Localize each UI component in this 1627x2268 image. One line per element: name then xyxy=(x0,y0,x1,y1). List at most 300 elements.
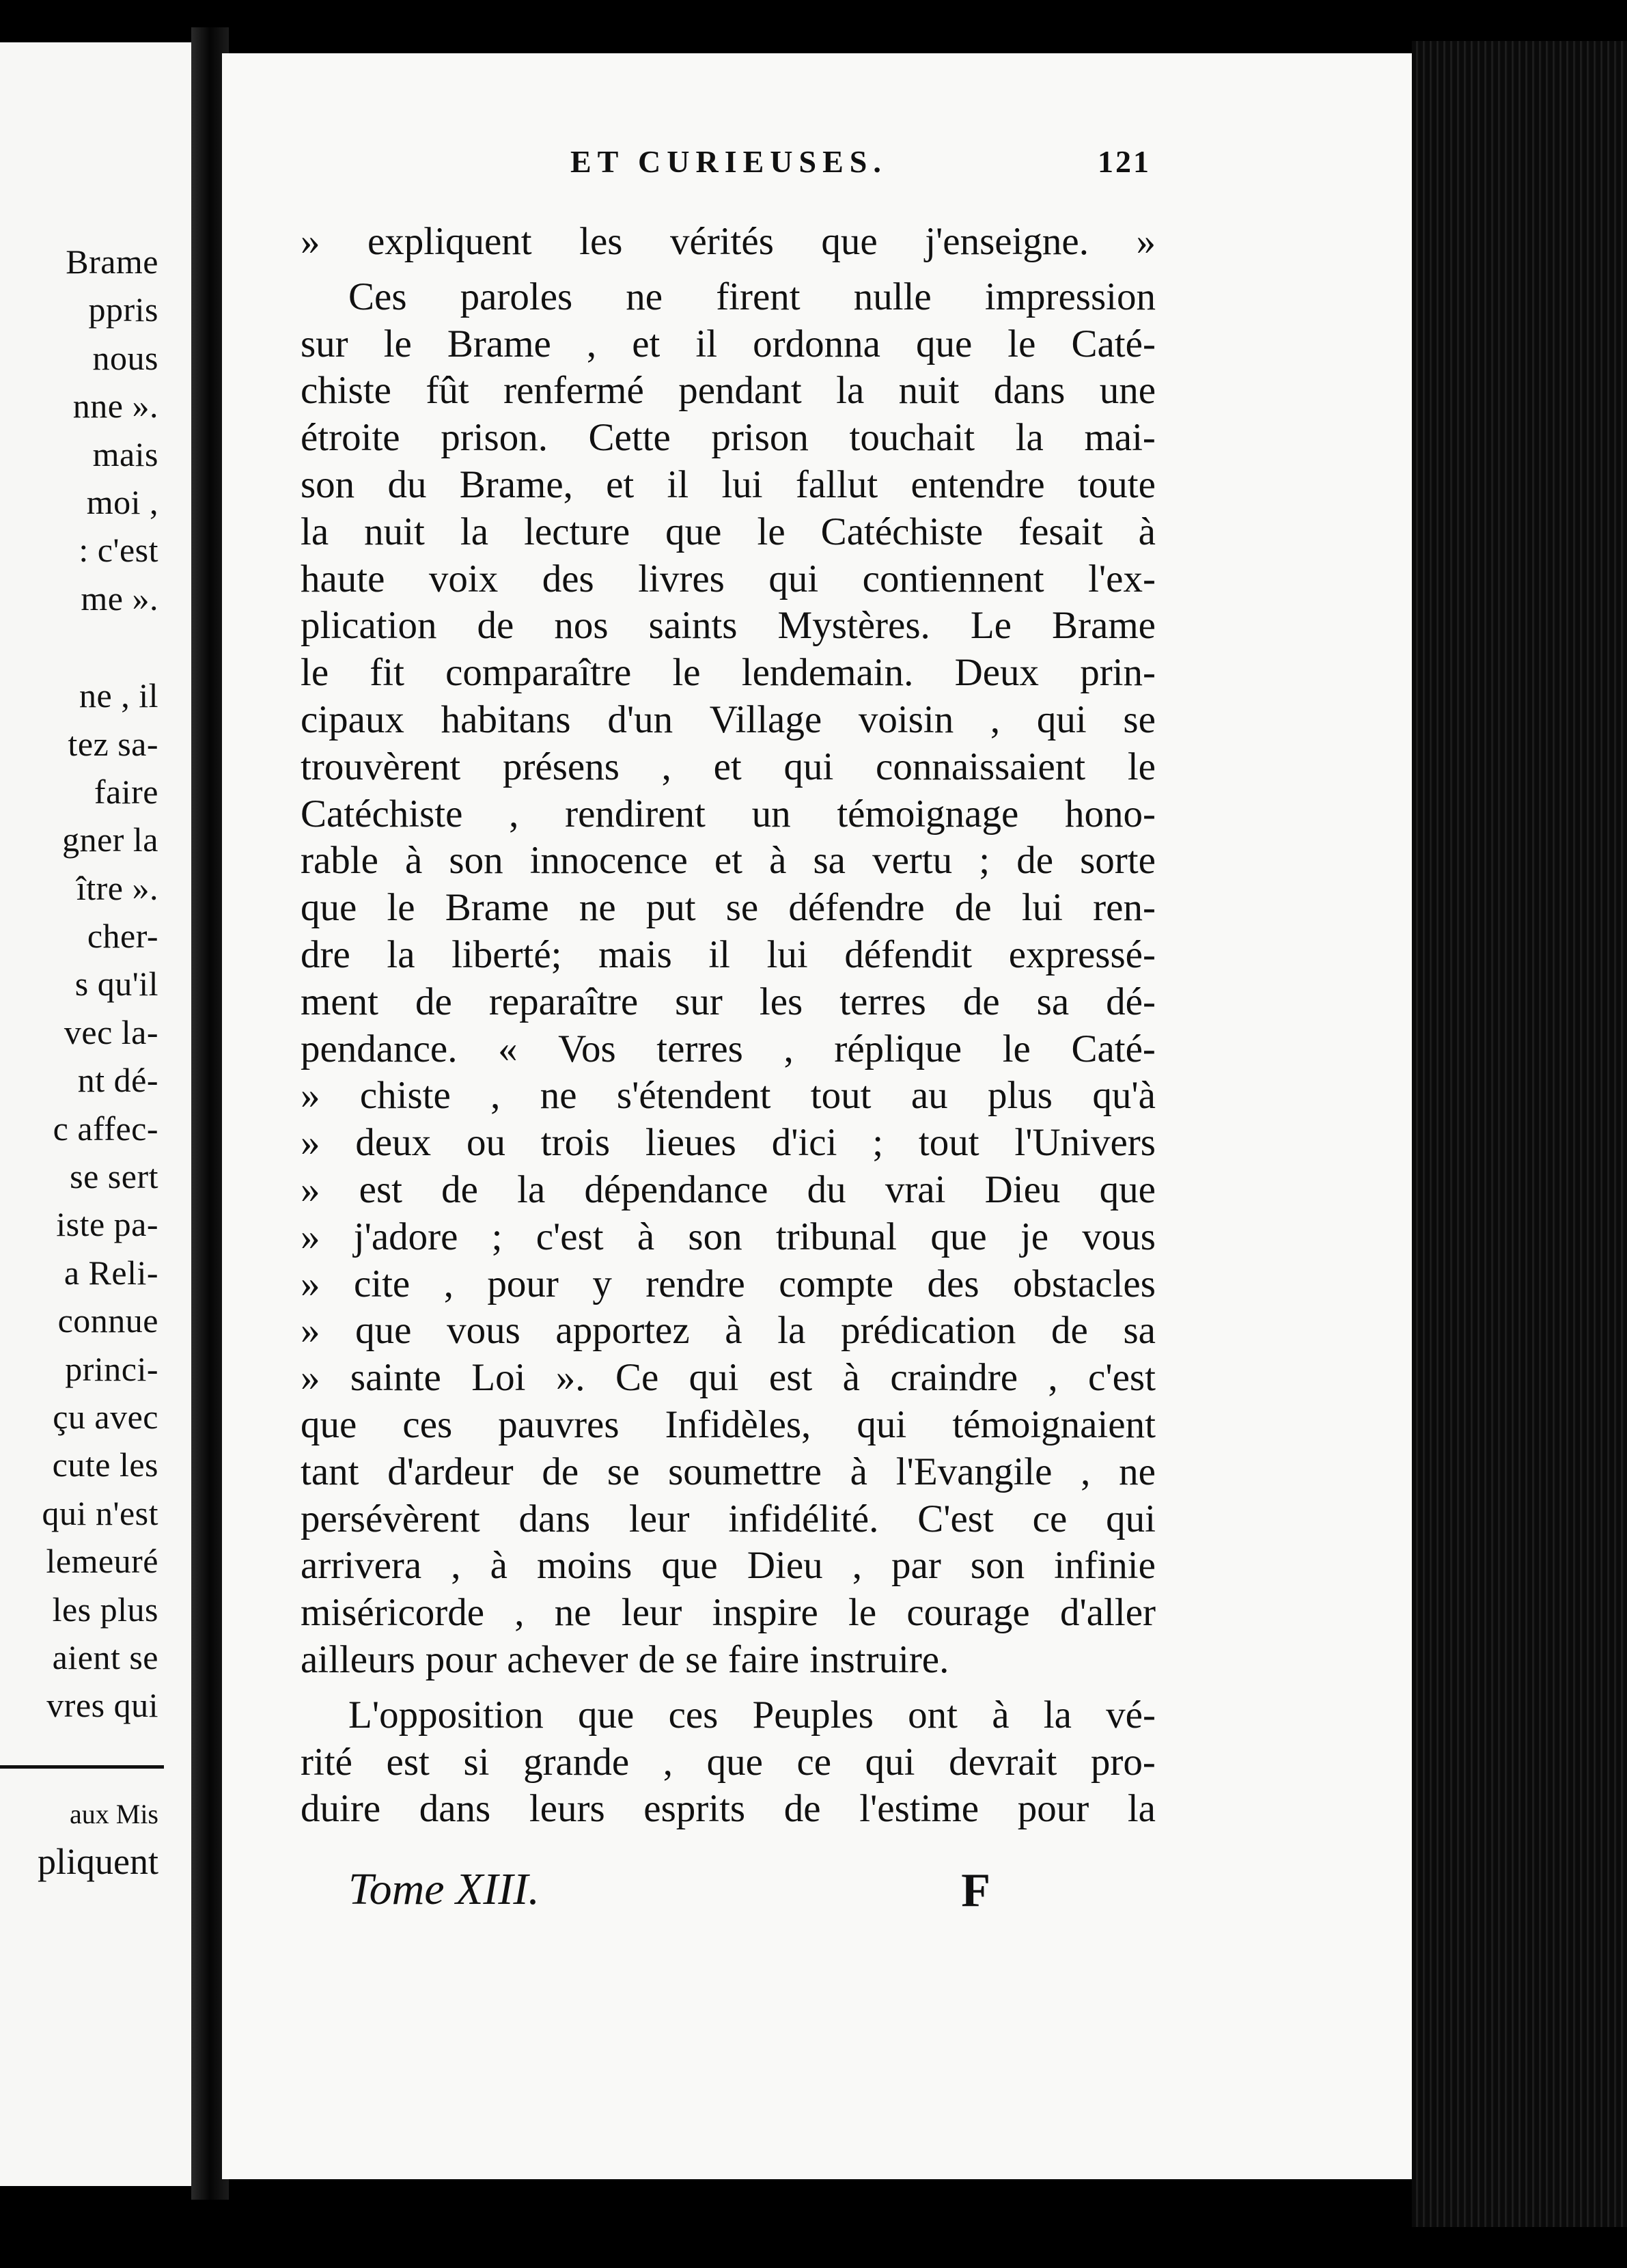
word: toute xyxy=(1077,462,1156,506)
word: que xyxy=(1099,1167,1156,1211)
left-page xyxy=(0,42,191,2186)
word: d'ici xyxy=(771,1121,837,1165)
word: à xyxy=(1138,510,1156,553)
left-text-line: nous xyxy=(92,338,158,377)
word: ne xyxy=(554,1591,592,1635)
left-text-line: lemeuré xyxy=(46,1542,158,1581)
word: de xyxy=(1051,1309,1088,1353)
left-text-line: nt dé- xyxy=(77,1061,158,1100)
signature-letter: F xyxy=(961,1864,990,1917)
running-head xyxy=(297,143,1151,191)
word: à xyxy=(490,1544,507,1588)
word: Brame xyxy=(1052,604,1156,648)
word: j'adore xyxy=(353,1215,458,1258)
word: rendirent xyxy=(565,792,706,835)
word: chiste xyxy=(301,369,391,413)
word: infinie xyxy=(1054,1544,1156,1588)
left-text-line: mais xyxy=(92,434,158,473)
word: la xyxy=(460,510,489,553)
word: se xyxy=(607,1450,640,1493)
left-text-line: faire xyxy=(94,772,158,811)
word: l'Univers xyxy=(1014,1121,1156,1165)
word: vertu xyxy=(872,839,953,883)
left-text-line: moi , xyxy=(86,482,158,521)
word: prin- xyxy=(1080,651,1156,695)
text-line xyxy=(301,274,1156,321)
word: ailleurs xyxy=(301,1637,415,1681)
word: leur xyxy=(628,1497,690,1540)
word: Brame xyxy=(447,322,551,365)
text-line xyxy=(301,650,1156,697)
word: habitans xyxy=(441,697,571,741)
word: à xyxy=(405,839,423,883)
word: ». xyxy=(555,1356,585,1400)
word: expliquent xyxy=(367,220,532,263)
word: » xyxy=(1136,220,1156,263)
word: de xyxy=(415,980,452,1023)
word: ces xyxy=(402,1402,453,1446)
word: que xyxy=(930,1215,987,1258)
word: voix xyxy=(428,557,499,600)
left-footnote-continuation: pliquent xyxy=(38,1841,158,1882)
word: pour xyxy=(487,1262,559,1305)
word: courage xyxy=(906,1591,1030,1635)
word: son xyxy=(301,462,355,506)
page-edges xyxy=(1412,41,1627,2227)
word: » xyxy=(301,1074,320,1118)
word: » xyxy=(301,1121,320,1165)
word: ne xyxy=(626,275,663,318)
word: , xyxy=(586,322,597,365)
word: sainte xyxy=(350,1356,441,1400)
word: Loi xyxy=(471,1356,526,1400)
word: le xyxy=(757,510,785,553)
word: tant xyxy=(301,1450,359,1493)
word: nuit xyxy=(364,510,425,553)
text-line xyxy=(301,1496,1156,1543)
word: le xyxy=(383,322,412,365)
word: , xyxy=(661,745,671,788)
word: reparaître xyxy=(488,980,639,1023)
word: dé- xyxy=(1106,980,1156,1023)
word: l'Evangile xyxy=(895,1450,1053,1493)
paragraph-gap xyxy=(0,622,158,672)
word: sur xyxy=(301,322,348,365)
word: lieues xyxy=(645,1121,736,1165)
word: L'opposition xyxy=(348,1693,544,1737)
text-line xyxy=(301,1167,1156,1214)
word: dre xyxy=(301,932,350,976)
body-text xyxy=(301,219,1156,1833)
word: miséricorde xyxy=(301,1591,485,1635)
word: lui xyxy=(721,462,763,506)
word: fût xyxy=(426,369,469,413)
word: Dieu xyxy=(984,1167,1061,1211)
word: que xyxy=(706,1740,763,1784)
word: de xyxy=(638,1637,676,1681)
word: » xyxy=(301,1167,320,1211)
word: à xyxy=(637,1215,655,1258)
word: prison. xyxy=(441,416,548,460)
word: Le xyxy=(970,604,1012,648)
word: ne xyxy=(1119,1450,1156,1493)
word: esprits xyxy=(643,1787,746,1831)
word: hono- xyxy=(1065,792,1156,835)
word: entendre xyxy=(910,462,1045,506)
word: si xyxy=(463,1740,490,1784)
word: qui xyxy=(768,557,819,600)
word: je xyxy=(1020,1215,1049,1258)
word: paroles xyxy=(460,275,573,318)
word: sa xyxy=(1123,1309,1156,1353)
word: de xyxy=(477,604,514,648)
left-text-line: les plus xyxy=(52,1590,158,1629)
word: dans xyxy=(993,369,1066,413)
word: que xyxy=(665,510,722,553)
word: cipaux xyxy=(301,697,404,741)
word: pendant xyxy=(678,369,802,413)
word: Caté- xyxy=(1071,322,1156,365)
word: » xyxy=(301,220,320,263)
word: Brame xyxy=(445,886,549,930)
word: liberté; xyxy=(451,932,562,976)
left-text-line: çu avec xyxy=(53,1397,158,1436)
word: instruire. xyxy=(809,1637,949,1681)
page-number: 121 xyxy=(1098,144,1151,179)
word: lui xyxy=(1021,886,1063,930)
word: de xyxy=(962,980,1000,1023)
word: Infidèles, xyxy=(665,1402,811,1446)
word: de xyxy=(542,1450,579,1493)
word: s'étendent xyxy=(616,1074,771,1118)
text-line xyxy=(301,556,1156,603)
word: » xyxy=(301,1309,320,1353)
word: trouvèrent xyxy=(301,745,461,788)
word: , xyxy=(663,1740,673,1784)
word: et xyxy=(714,839,742,883)
word: une xyxy=(1099,369,1156,413)
word: et xyxy=(632,322,660,365)
word: dans xyxy=(518,1497,591,1540)
text-line xyxy=(301,1449,1156,1496)
word: chiste xyxy=(359,1074,451,1118)
word: plication xyxy=(301,604,437,648)
word: Vos xyxy=(558,1027,616,1070)
text-line xyxy=(301,1590,1156,1637)
word: à xyxy=(842,1356,860,1400)
word: et xyxy=(713,745,742,788)
word: Ces xyxy=(348,275,407,318)
word: impression xyxy=(984,275,1156,318)
word: la xyxy=(836,369,865,413)
left-text-line: vec la- xyxy=(64,1012,158,1051)
text-line xyxy=(301,368,1156,415)
word: témoignage xyxy=(837,792,1019,835)
word: C'est xyxy=(917,1497,994,1540)
left-text-line: se sert xyxy=(70,1157,158,1196)
word: que xyxy=(355,1309,412,1353)
word: la xyxy=(1043,1693,1072,1737)
text-line xyxy=(301,932,1156,979)
word: sur xyxy=(675,980,723,1023)
word: la xyxy=(517,1167,546,1211)
word: fallut xyxy=(795,462,878,506)
word: sa xyxy=(1036,980,1070,1023)
word: pour xyxy=(1017,1787,1089,1831)
word: d'aller xyxy=(1059,1591,1156,1635)
word: c'est xyxy=(1088,1356,1156,1400)
word: les xyxy=(579,220,623,263)
word: , xyxy=(509,792,519,835)
left-text-line: cute les xyxy=(52,1446,158,1484)
word: , xyxy=(852,1544,862,1588)
word: voisin xyxy=(858,697,954,741)
word: Deux xyxy=(954,651,1040,695)
text-line xyxy=(301,1214,1156,1261)
word: l'estime xyxy=(859,1787,979,1831)
left-text-line: ppris xyxy=(88,290,158,329)
left-text-line: princi- xyxy=(65,1349,158,1388)
word: un xyxy=(751,792,791,835)
word: craindre xyxy=(890,1356,1018,1400)
text-line xyxy=(301,1026,1156,1073)
word: la xyxy=(777,1309,806,1353)
word: compte xyxy=(779,1262,894,1305)
word: son xyxy=(970,1544,1025,1588)
text-line xyxy=(301,462,1156,509)
text-line xyxy=(301,509,1156,556)
word: , xyxy=(514,1591,525,1635)
word: comparaître xyxy=(445,651,632,695)
paragraph-gap xyxy=(301,266,1156,274)
word: défendre xyxy=(788,886,925,930)
word: le xyxy=(1007,322,1036,365)
left-text-line: c affec- xyxy=(53,1109,158,1148)
word: que xyxy=(915,322,973,365)
word: son xyxy=(688,1215,742,1258)
word: son xyxy=(449,839,503,883)
word: défendit xyxy=(844,932,973,976)
word: mais xyxy=(598,932,672,976)
footnote-rule xyxy=(0,1765,164,1769)
text-line xyxy=(301,1073,1156,1120)
left-text-line: vres qui xyxy=(46,1686,158,1725)
word: cite xyxy=(353,1262,411,1305)
word: grande xyxy=(523,1740,630,1784)
word: connaissaient xyxy=(876,745,1086,788)
word: » xyxy=(301,1262,320,1305)
text-line xyxy=(301,979,1156,1026)
word: est xyxy=(386,1740,430,1784)
word: des xyxy=(542,557,594,600)
word: trois xyxy=(540,1121,611,1165)
word: touchait xyxy=(849,416,975,460)
word: Catéchiste xyxy=(820,510,984,553)
word: rité xyxy=(301,1740,352,1784)
word: qui xyxy=(1106,1497,1156,1540)
word: du xyxy=(387,462,427,506)
word: tribunal xyxy=(775,1215,898,1258)
word: le xyxy=(848,1591,877,1635)
word: prédication xyxy=(841,1309,1016,1353)
word: qui xyxy=(783,745,834,788)
word: ne xyxy=(540,1074,577,1118)
text-line xyxy=(301,885,1156,932)
word: Catéchiste xyxy=(301,792,463,835)
word: ordonna xyxy=(753,322,880,365)
word: ces xyxy=(668,1693,719,1737)
word: renfermé xyxy=(503,369,644,413)
left-text-line: a Reli- xyxy=(64,1253,158,1292)
word: sorte xyxy=(1080,839,1156,883)
word: qui xyxy=(689,1356,739,1400)
word: innocence xyxy=(529,839,688,883)
word: haute xyxy=(301,557,385,600)
word: livres xyxy=(638,557,725,600)
word: , xyxy=(1081,1450,1091,1493)
word: d'ardeur xyxy=(387,1450,514,1493)
left-text-line: Brame xyxy=(66,243,158,281)
left-text-line: ne , il xyxy=(79,676,158,715)
word: obstacles xyxy=(1012,1262,1156,1305)
word: tout xyxy=(918,1121,979,1165)
left-text-line: tez sa- xyxy=(68,724,158,763)
word: terres xyxy=(839,980,926,1023)
word: par xyxy=(891,1544,941,1588)
left-text-line: connue xyxy=(57,1301,158,1340)
word: dépendance xyxy=(584,1167,768,1211)
word: que xyxy=(821,220,878,263)
word: ; xyxy=(979,839,990,883)
word: tout xyxy=(810,1074,872,1118)
word: la xyxy=(387,932,415,976)
word: rendre xyxy=(645,1262,745,1305)
paragraph-gap xyxy=(301,1684,1156,1692)
word: est xyxy=(768,1356,813,1400)
volume-mark: Tome XIII. xyxy=(348,1864,540,1914)
word: qui xyxy=(1036,697,1087,741)
word: persévèrent xyxy=(301,1497,480,1540)
word: , xyxy=(1048,1356,1058,1400)
word: Dieu xyxy=(747,1544,823,1588)
left-text-line: cher- xyxy=(87,917,158,956)
word: leur xyxy=(621,1591,682,1635)
word: de xyxy=(954,886,992,930)
word: présens xyxy=(502,745,620,788)
word: qu'à xyxy=(1092,1074,1156,1118)
word: Caté- xyxy=(1071,1027,1156,1070)
text-line xyxy=(301,1120,1156,1167)
text-line xyxy=(301,1692,1156,1739)
word: ; xyxy=(491,1215,503,1258)
word: leurs xyxy=(529,1787,605,1831)
word: est xyxy=(359,1167,402,1211)
word: lui xyxy=(766,932,808,976)
word: ren- xyxy=(1093,886,1156,930)
word: vé- xyxy=(1106,1693,1156,1737)
word: devrait xyxy=(949,1740,1057,1784)
word: Cette xyxy=(588,416,671,460)
word: que xyxy=(661,1544,718,1588)
text-line xyxy=(301,1543,1156,1590)
word: ce xyxy=(796,1740,832,1784)
word: de xyxy=(1016,839,1054,883)
word: à xyxy=(769,839,787,883)
word: Brame, xyxy=(459,462,573,506)
word: de xyxy=(441,1167,478,1211)
word: duire xyxy=(301,1787,381,1831)
left-text-line: gner la xyxy=(62,820,158,859)
word: la xyxy=(301,510,329,553)
word: lendemain. xyxy=(741,651,914,695)
text-line xyxy=(301,791,1156,838)
word: ment xyxy=(301,980,378,1023)
text-line xyxy=(301,1402,1156,1449)
word: pendance. xyxy=(301,1027,458,1070)
word: , xyxy=(443,1262,454,1305)
word: saints xyxy=(648,604,738,648)
word: inspire xyxy=(712,1591,818,1635)
word: se xyxy=(725,886,759,930)
word: y xyxy=(592,1262,612,1305)
word: à xyxy=(992,1693,1010,1737)
page-footer xyxy=(348,1864,990,1925)
word: qui xyxy=(865,1740,915,1784)
left-footnote: aux Mis xyxy=(70,1799,158,1829)
text-line xyxy=(301,321,1156,368)
text-line xyxy=(301,744,1156,791)
word: du xyxy=(807,1167,846,1211)
word: la xyxy=(1127,1787,1156,1831)
word: sa xyxy=(813,839,846,883)
text-line xyxy=(301,838,1156,885)
text-line xyxy=(301,1739,1156,1786)
text-line xyxy=(301,415,1156,462)
word: il xyxy=(667,462,689,506)
word: la xyxy=(1015,416,1044,460)
word: étroite xyxy=(301,416,400,460)
word: réplique xyxy=(834,1027,962,1070)
word: deux xyxy=(355,1121,432,1165)
word: , xyxy=(783,1027,794,1070)
word: que xyxy=(578,1693,635,1737)
word: vérités xyxy=(669,220,774,263)
word: il xyxy=(695,322,718,365)
word: le xyxy=(672,651,701,695)
word: à xyxy=(850,1450,867,1493)
word: à xyxy=(725,1309,742,1353)
word: de xyxy=(783,1787,821,1831)
word: et xyxy=(606,462,635,506)
left-text-line: iste pa- xyxy=(56,1205,158,1244)
left-text-line: ître ». xyxy=(76,868,158,907)
word: contiennent xyxy=(862,557,1044,600)
word: se xyxy=(685,1637,718,1681)
word: pour xyxy=(425,1637,497,1681)
word: vrai xyxy=(885,1167,946,1211)
word: le xyxy=(387,886,415,930)
text-line xyxy=(301,1355,1156,1402)
word: nuit xyxy=(898,369,960,413)
word: mai- xyxy=(1084,416,1156,460)
text-line xyxy=(301,603,1156,650)
word: prison xyxy=(711,416,809,460)
word: il xyxy=(708,932,731,976)
word: terres xyxy=(656,1027,743,1070)
word: témoignaient xyxy=(952,1402,1156,1446)
left-text-line: : c'est xyxy=(79,531,158,570)
left-text-line: s qu'il xyxy=(74,965,158,1004)
